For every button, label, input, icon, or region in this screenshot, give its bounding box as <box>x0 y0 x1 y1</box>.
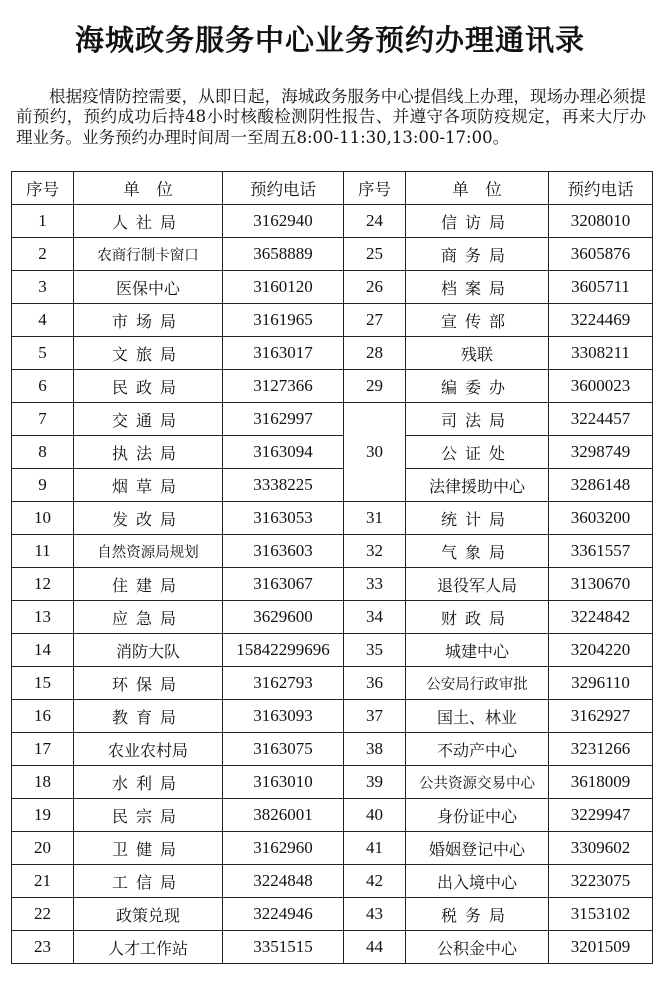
unit-cell: 宣传部 <box>406 304 549 337</box>
seq-cell: 10 <box>12 502 74 535</box>
table-row <box>12 832 653 865</box>
table-row <box>12 469 653 502</box>
table-row <box>12 799 653 832</box>
seq-cell: 3 <box>12 271 74 304</box>
table-row <box>12 568 653 601</box>
seq-cell-merged: 30 <box>344 403 406 502</box>
unit-cell: 税务局 <box>406 898 549 931</box>
phone-cell: 3296110 <box>549 667 653 700</box>
table-row <box>12 634 653 667</box>
unit-cell: 自然资源局规划 <box>74 535 223 568</box>
phone-cell: 3162793 <box>223 667 344 700</box>
phone-cell: 3224469 <box>549 304 653 337</box>
seq-cell: 28 <box>344 337 406 370</box>
contact-table <box>11 171 653 964</box>
phone-cell: 3286148 <box>549 469 653 502</box>
unit-cell: 不动产中心 <box>406 733 549 766</box>
table-row <box>12 502 653 535</box>
seq-cell: 6 <box>12 370 74 403</box>
seq-cell: 5 <box>12 337 74 370</box>
unit-cell: 城建中心 <box>406 634 549 667</box>
unit-cell: 信访局 <box>406 205 549 238</box>
table-row <box>12 436 653 469</box>
table-row <box>12 700 653 733</box>
unit-cell: 文旅局 <box>74 337 223 370</box>
seq-cell: 42 <box>344 865 406 898</box>
unit-cell: 财政局 <box>406 601 549 634</box>
unit-cell: 政策兑现 <box>74 898 223 931</box>
seq-cell: 39 <box>344 766 406 799</box>
seq-cell: 34 <box>344 601 406 634</box>
seq-cell: 4 <box>12 304 74 337</box>
phone-cell: 3629600 <box>223 601 344 634</box>
seq-cell: 16 <box>12 700 74 733</box>
table-row <box>12 931 653 964</box>
phone-cell: 3603200 <box>549 502 653 535</box>
phone-cell: 3600023 <box>549 370 653 403</box>
seq-cell: 20 <box>12 832 74 865</box>
seq-cell: 40 <box>344 799 406 832</box>
seq-cell: 21 <box>12 865 74 898</box>
seq-cell: 33 <box>344 568 406 601</box>
header-seq-left: 序号 <box>12 172 74 205</box>
seq-cell: 25 <box>344 238 406 271</box>
unit-cell: 烟草局 <box>74 469 223 502</box>
unit-cell: 民政局 <box>74 370 223 403</box>
table-row <box>12 601 653 634</box>
phone-cell: 3162940 <box>223 205 344 238</box>
unit-cell: 消防大队 <box>74 634 223 667</box>
unit-cell: 出入境中心 <box>406 865 549 898</box>
unit-cell: 公安局行政审批 <box>406 667 549 700</box>
phone-cell: 3163075 <box>223 733 344 766</box>
phone-cell: 3163067 <box>223 568 344 601</box>
phone-cell: 3163010 <box>223 766 344 799</box>
seq-cell: 7 <box>12 403 74 436</box>
phone-cell: 3162960 <box>223 832 344 865</box>
unit-cell: 农业农村局 <box>74 733 223 766</box>
unit-cell: 环保局 <box>74 667 223 700</box>
unit-cell: 婚姻登记中心 <box>406 832 549 865</box>
phone-cell: 3224457 <box>549 403 653 436</box>
unit-cell: 商务局 <box>406 238 549 271</box>
table-row <box>12 370 653 403</box>
phone-cell: 3224848 <box>223 865 344 898</box>
unit-cell: 编委办 <box>406 370 549 403</box>
unit-cell: 法律援助中心 <box>406 469 549 502</box>
unit-cell: 市场局 <box>74 304 223 337</box>
table-row <box>12 766 653 799</box>
seq-cell: 22 <box>12 898 74 931</box>
phone-cell: 3361557 <box>549 535 653 568</box>
seq-cell: 19 <box>12 799 74 832</box>
seq-cell: 11 <box>12 535 74 568</box>
table-row <box>12 271 653 304</box>
seq-cell: 26 <box>344 271 406 304</box>
phone-cell: 3618009 <box>549 766 653 799</box>
seq-cell: 36 <box>344 667 406 700</box>
header-phone-left: 预约电话 <box>223 172 344 205</box>
unit-cell: 工信局 <box>74 865 223 898</box>
phone-cell: 3658889 <box>223 238 344 271</box>
unit-cell: 统计局 <box>406 502 549 535</box>
unit-cell: 医保中心 <box>74 271 223 304</box>
seq-cell: 27 <box>344 304 406 337</box>
phone-cell: 3298749 <box>549 436 653 469</box>
seq-cell: 14 <box>12 634 74 667</box>
unit-cell: 人社局 <box>74 205 223 238</box>
seq-cell: 35 <box>344 634 406 667</box>
unit-cell: 人才工作站 <box>74 931 223 964</box>
unit-cell: 住建局 <box>74 568 223 601</box>
phone-cell: 3308211 <box>549 337 653 370</box>
table-header-row <box>12 172 653 205</box>
table-row <box>12 535 653 568</box>
unit-cell: 公共资源交易中心 <box>406 766 549 799</box>
seq-cell: 32 <box>344 535 406 568</box>
unit-cell: 身份证中心 <box>406 799 549 832</box>
seq-cell: 17 <box>12 733 74 766</box>
phone-cell: 3223075 <box>549 865 653 898</box>
phone-cell: 3163017 <box>223 337 344 370</box>
unit-cell: 司法局 <box>406 403 549 436</box>
unit-cell: 应急局 <box>74 601 223 634</box>
phone-cell: 3605876 <box>549 238 653 271</box>
phone-cell: 3161965 <box>223 304 344 337</box>
header-phone-right: 预约电话 <box>549 172 653 205</box>
document-title: 海城政务服务中心业务预约办理通讯录 <box>74 23 585 57</box>
seq-cell: 18 <box>12 766 74 799</box>
seq-cell: 2 <box>12 238 74 271</box>
seq-cell: 38 <box>344 733 406 766</box>
phone-cell: 3127366 <box>223 370 344 403</box>
table-row <box>12 337 653 370</box>
seq-cell: 13 <box>12 601 74 634</box>
seq-cell: 41 <box>344 832 406 865</box>
phone-cell: 3605711 <box>549 271 653 304</box>
unit-cell: 水利局 <box>74 766 223 799</box>
header-seq-right: 序号 <box>344 172 406 205</box>
phone-cell: 3163094 <box>223 436 344 469</box>
table-row <box>12 304 653 337</box>
seq-cell: 44 <box>344 931 406 964</box>
table-row <box>12 403 653 436</box>
seq-cell: 29 <box>344 370 406 403</box>
phone-cell: 3163053 <box>223 502 344 535</box>
unit-cell: 卫健局 <box>74 832 223 865</box>
phone-cell: 3163603 <box>223 535 344 568</box>
phone-cell: 15842299696 <box>223 634 344 667</box>
seq-cell: 12 <box>12 568 74 601</box>
unit-cell: 教育局 <box>74 700 223 733</box>
unit-cell: 交通局 <box>74 403 223 436</box>
phone-cell: 3204220 <box>549 634 653 667</box>
unit-cell: 执法局 <box>74 436 223 469</box>
header-unit-right: 单 位 <box>406 172 549 205</box>
unit-cell: 公积金中心 <box>406 931 549 964</box>
table-row <box>12 238 653 271</box>
phone-cell: 3229947 <box>549 799 653 832</box>
phone-cell: 3163093 <box>223 700 344 733</box>
phone-cell: 3162927 <box>549 700 653 733</box>
seq-cell: 24 <box>344 205 406 238</box>
seq-cell: 43 <box>344 898 406 931</box>
table-row <box>12 205 653 238</box>
phone-cell: 3224946 <box>223 898 344 931</box>
unit-cell: 发改局 <box>74 502 223 535</box>
unit-cell: 农商行制卡窗口 <box>74 238 223 271</box>
seq-cell: 9 <box>12 469 74 502</box>
unit-cell: 退役军人局 <box>406 568 549 601</box>
table-row <box>12 898 653 931</box>
table-body <box>12 205 653 964</box>
phone-cell: 3231266 <box>549 733 653 766</box>
table-row <box>12 667 653 700</box>
phone-cell: 3208010 <box>549 205 653 238</box>
table-row <box>12 733 653 766</box>
phone-cell: 3162997 <box>223 403 344 436</box>
unit-cell: 民宗局 <box>74 799 223 832</box>
table-row <box>12 865 653 898</box>
phone-cell: 3201509 <box>549 931 653 964</box>
phone-cell: 3309602 <box>549 832 653 865</box>
phone-cell: 3153102 <box>549 898 653 931</box>
unit-cell: 公证处 <box>406 436 549 469</box>
header-unit-left: 单 位 <box>74 172 223 205</box>
intro-paragraph: 根据疫情防控需要，从即日起，海城政务服务中心提倡线上办理，现场办理必须提前预约，预约成功后持48小时核酸检测阴性报告、并遵守各项防疫规定，再来大厅办理业务。业务预约办理时间周一至周五8:00-11:30,13:00-17:00。 <box>16 86 646 147</box>
phone-cell: 3338225 <box>223 469 344 502</box>
seq-cell: 37 <box>344 700 406 733</box>
seq-cell: 23 <box>12 931 74 964</box>
phone-cell: 3224842 <box>549 601 653 634</box>
unit-cell: 残联 <box>406 337 549 370</box>
unit-cell: 气象局 <box>406 535 549 568</box>
unit-cell: 国土、林业 <box>406 700 549 733</box>
seq-cell: 1 <box>12 205 74 238</box>
phone-cell: 3351515 <box>223 931 344 964</box>
seq-cell: 31 <box>344 502 406 535</box>
phone-cell: 3130670 <box>549 568 653 601</box>
seq-cell: 15 <box>12 667 74 700</box>
unit-cell: 档案局 <box>406 271 549 304</box>
phone-cell: 3160120 <box>223 271 344 304</box>
seq-cell: 8 <box>12 436 74 469</box>
phone-cell: 3826001 <box>223 799 344 832</box>
